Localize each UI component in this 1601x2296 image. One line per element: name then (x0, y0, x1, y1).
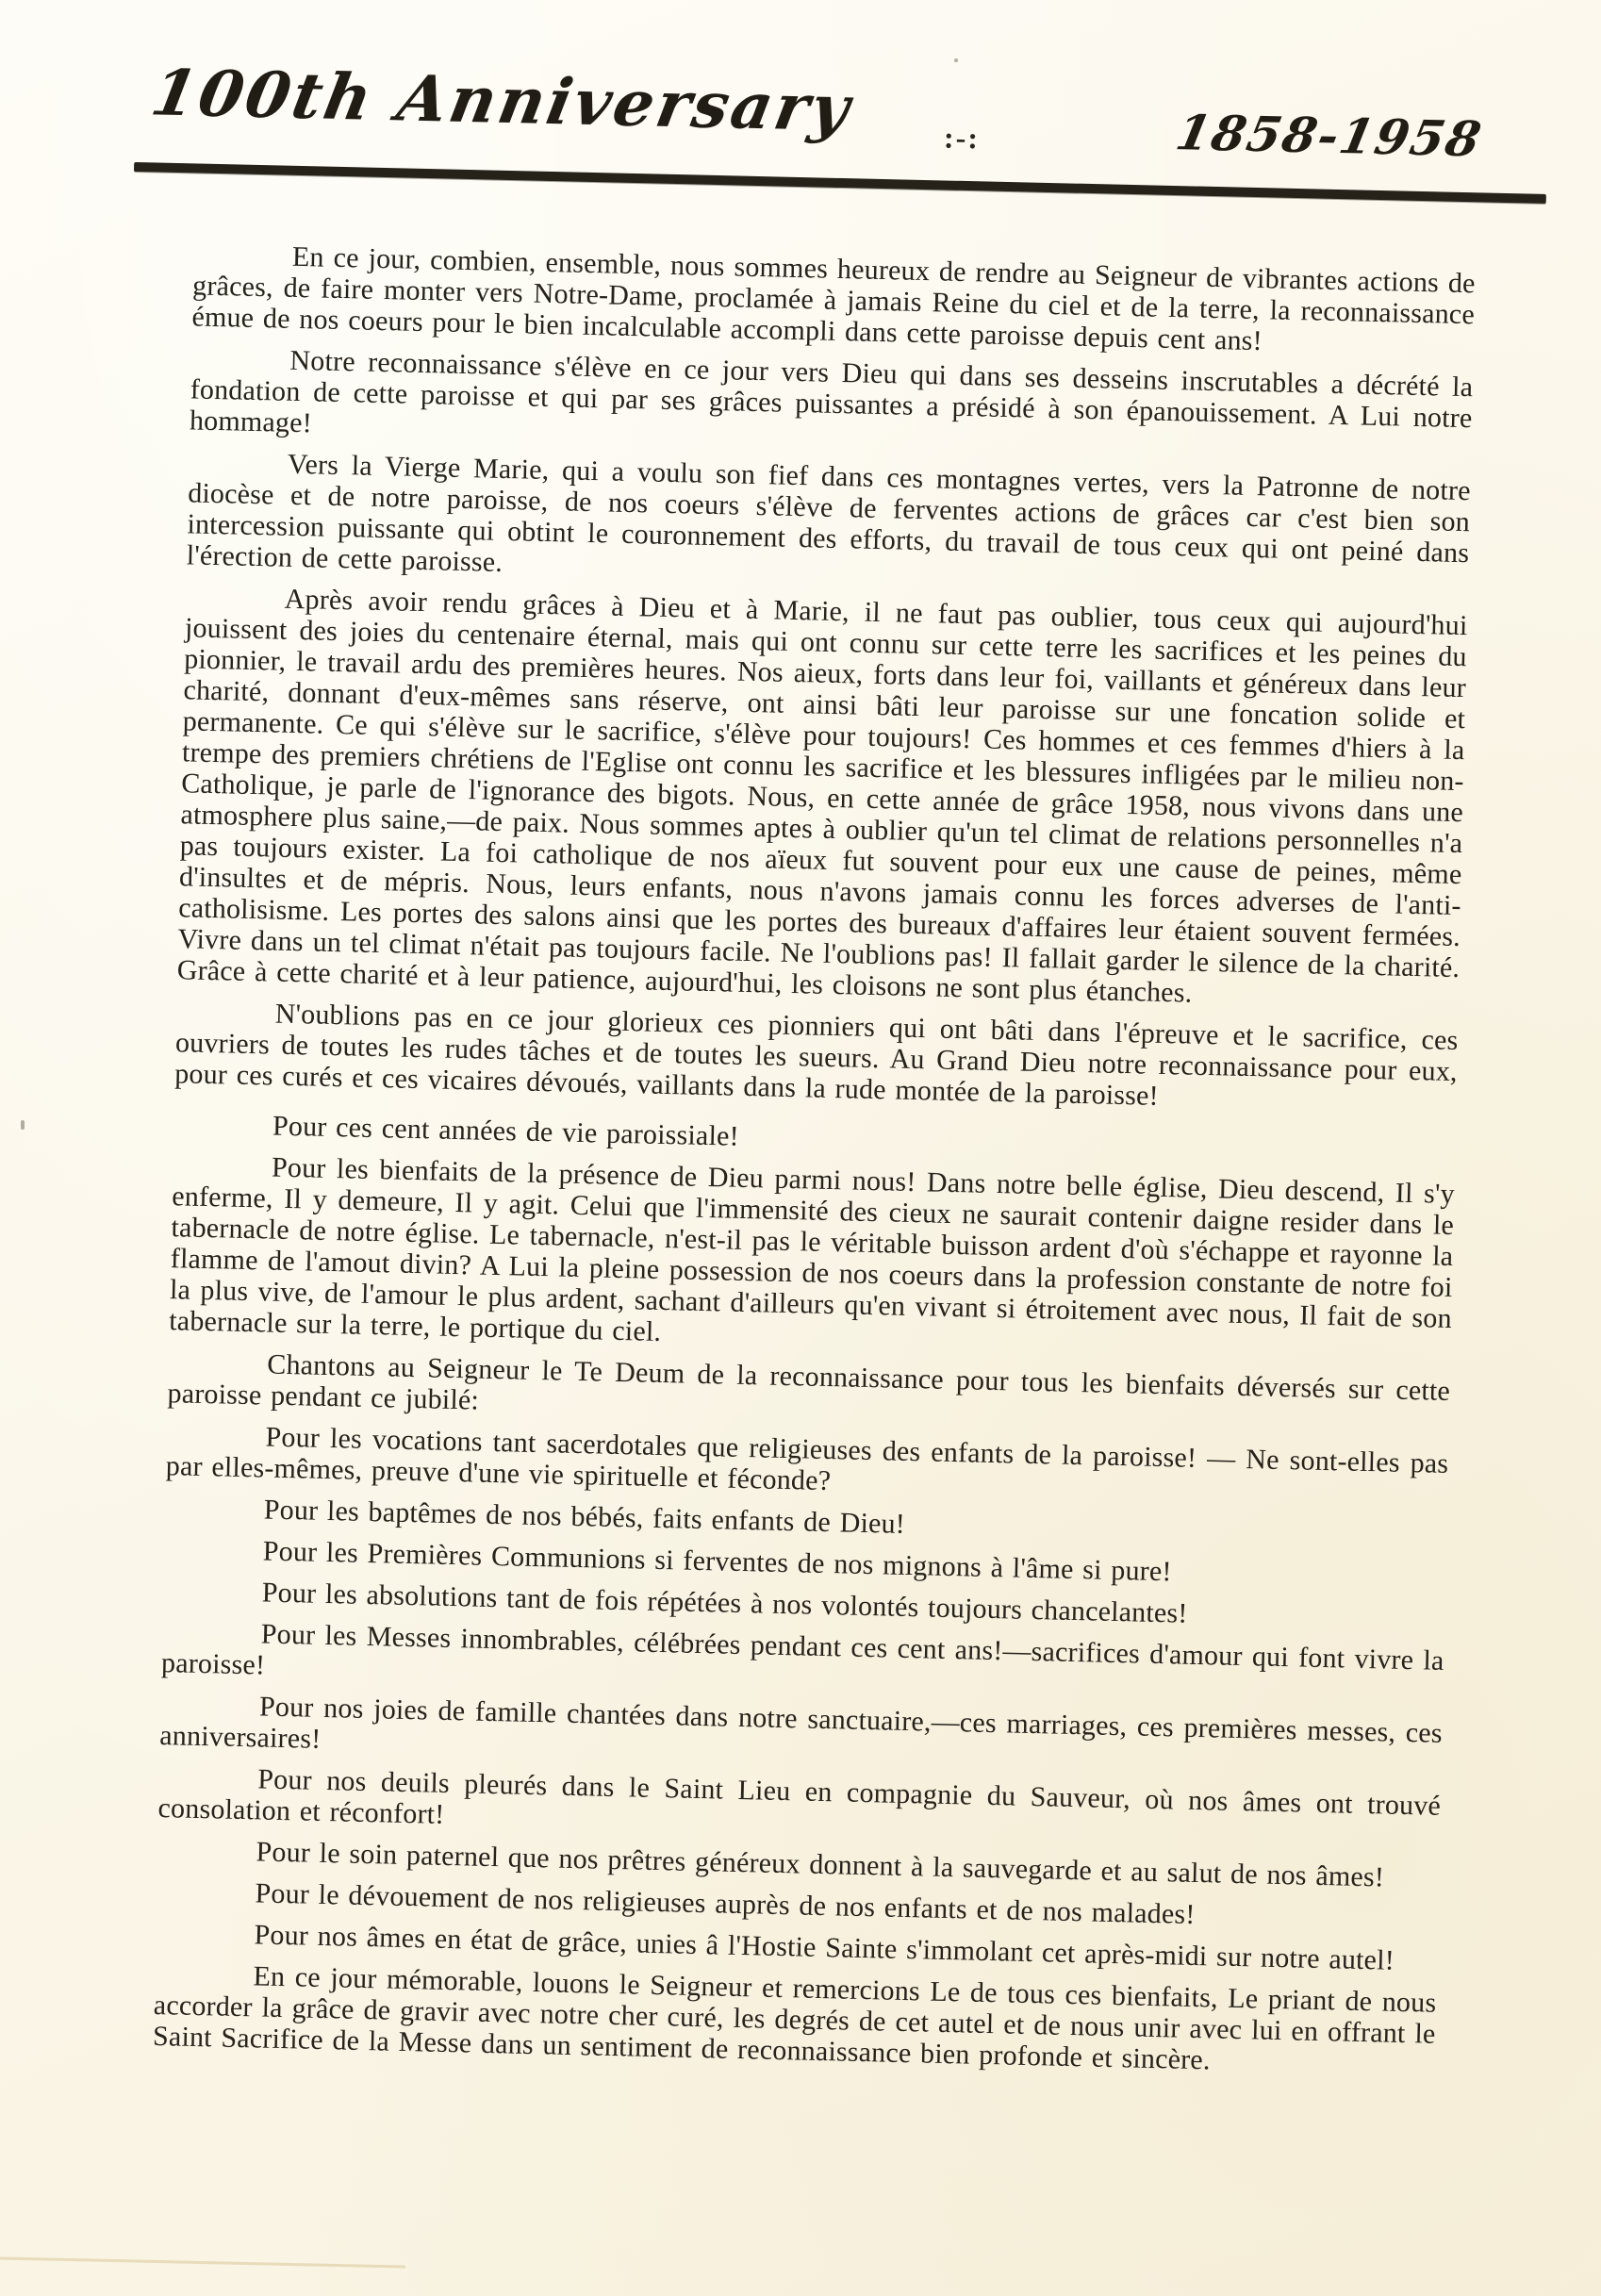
paragraph: Après avoir rendu grâces à Dieu et à Marie, il ne faut pas oublier, tous ceux qui aujourd'hui jouissent des joies du centenaire éternal, mais qui ont connu sur cette terre les sacrifices et les peines du pionnier, le travail ardu des premières heures. Nos aieux, forts dans leur foi, vaillants et généreux dans leur charité, donnant d'eux-mêmes sans réserve, ont ainsi bâti leur paroisse sur une foncation solide et permanente. Ce qui s'élève sur le sacrifice, s'élève pour toujours! Ces hommes et ces femmes d'hiers à la trempe des premiers chrétiens de l'Eglise ont connu les sacrifice et les blessures infligées par le milieu non-Catholique, je parle de l'ignorance des bigots. Nous, en cette année de grâce 1958, nous vivons dans une atmosphere plus saine,—de paix. Nous sommes aptes à oublier qu'un tel climat de relations personnelles n'a pas toujours exister. La foi catholique de nos aïeux fut souvent pour eux une cause de peines, même d'insultes et de mépris. Nous, leurs enfants, nous n'avons jamais connu les forces adverses de l'anti-catholisisme. Les portes des salons ainsi que les portes des bureaux d'affaires leur étaient souvent fermées. Vivre dans un tel climat n'était pas toujours facile. Ne l'oublions pas! Il fallait garder le silence de la charité. Grâce à cette charité et à leur patience, aujourd'hui, les cloisons ne sont plus étanches. (176, 583, 1468, 1009)
paragraph: Pour les Premières Communions si ferventes de nos mignons à l'âme si pure! (262, 1535, 1173, 1588)
scan-speck (1356, 1726, 1359, 1732)
paragraph: Pour nos âmes en état de grâce, unies â l'Hostie Sainte s'immolant cet après-midi sur notre autel! (254, 1919, 1395, 1976)
scan-speck (954, 58, 958, 62)
paragraph: En ce jour, combien, ensemble, nous sommes heureux de rendre au Seigneur de vibrantes actions de grâces, de faire monter vers Notre-Dame, proclamée à jamais Reine du ciel et de la terre, la reconnaissance émue de nos coeurs pour le bien incalculable accompli dans cette paroisse depuis cent ans! (191, 240, 1477, 357)
paragraph: Pour nos deuils pleurés dans le Saint Lieu en compagnie du Sauveur, où nos âmes ont trouvé consolation et réconfort! (157, 1763, 1442, 1830)
paragraph: Pour le dévouement de nos religieuses auprès de nos enfants et de nos malades! (255, 1877, 1196, 1930)
paragraph: Pour nos joies de famille chantées dans notre sanctuaire,—ces marriages, ces premières messes, ces anniversaires! (159, 1691, 1444, 1755)
paragraph: Pour les Messes innombrables, célébrées pendant ces cent ans!—sacrifices d'amour qui font vivre la paroisse! (160, 1618, 1444, 1681)
header-separator-ornament: :-: (943, 120, 981, 156)
scan-speck (21, 1120, 25, 1130)
paragraph: Pour le soin paternel que nos prêtres généreux donnent à la sauvegarde et au salut de nos âmes! (256, 1836, 1385, 1893)
anniversary-years: 1858-1958 (1171, 105, 1488, 169)
page-title: 100th Anniversary (145, 55, 858, 146)
paragraph: Pour les baptêmes de nos bébés, faits enfants de Dieu! (263, 1494, 906, 1540)
paragraph: En ce jour mémorable, louons le Seigneur et remercions Le de tous ces bienfaits, Le priant de nous accorder la grâce de gravir avec notre cher curé, les degrés de cet autel et de nous unir avec lui en offrant le Saint Sacrifice de la Messe dans un sentiment de reconnaissance bien profonde et sincère. (152, 1960, 1437, 2076)
paragraph: Notre reconnaissance s'élève en ce jour vers Dieu qui dans ses desseins inscrutables a décrété la fondation de cette paroisse et qui par ses grâces puissantes a présidé à son épanouissement. A Lui notre hommage! (189, 344, 1474, 439)
paragraph: Pour les absolutions tant de fois répétées à nos volontés toujours chancelantes! (261, 1577, 1188, 1629)
paragraph: Pour les bienfaits de la présence de Dieu parmi nous! Dans notre belle église, Dieu descend, Il s'y enferme, Il y demeure, Il y agit. Celui que l'immensité des cieux ne saurait contenir daigne resider dans le tabernacle de notre église. Le tabernacle, n'est-il pas le véritable buisson ardent d'où s'échappe et rayonne la flamme de l'amout divin? A Lui la pleine possession de nos coeurs dans la profession constante de notre foi la plus vive, de l'amour le plus ardent, sachant d'ailleurs qu'en vivant si étroitement avec nous, Il fait de son tabernacle sur la terre, le portique du ciel. (168, 1151, 1456, 1347)
paragraph: Vers la Vierge Marie, qui a voulu son fief dans ces montagnes vertes, vers la Patronne de notre diocèse et de notre paroisse, de nos coeurs s'élève de ferventes actions de grâces car c'est bien son intercession puissante qui obtint le couronnement des efforts, du travail de tous ceux qui ont peiné dans l'érection de cette paroisse. (186, 448, 1472, 578)
paragraph: Pour les vocations tant sacerdotales que religieuses des enfants de la paroisse! — Ne sont-elles pas par elles-mêmes, preuve d'une vie spirituelle et féconde? (165, 1421, 1449, 1497)
paragraph: Chantons au Seigneur le Te Deum de la reconnaissance pour tous les bienfaits déversés sur cette paroisse pendant ce jubilé: (167, 1348, 1451, 1416)
paper-edge-line (0, 2256, 405, 2268)
paragraph: N'oublions pas en ce jour glorieux ces pionniers qui ont bâti dans l'épreuve et le sacrifice, ces ouvriers de toutes les rudes tâches et de toutes les sueurs. Au Grand Dieu notre reconnaissance pour eux, pour ces curés et ces vicaires dévoués, vaillants dans la rude montée de la paroisse! (173, 998, 1459, 1112)
printed-content (91, 47, 1551, 2092)
document-body (91, 238, 1546, 2083)
paragraph: Pour ces cent années de vie paroissiale! (272, 1110, 740, 1152)
